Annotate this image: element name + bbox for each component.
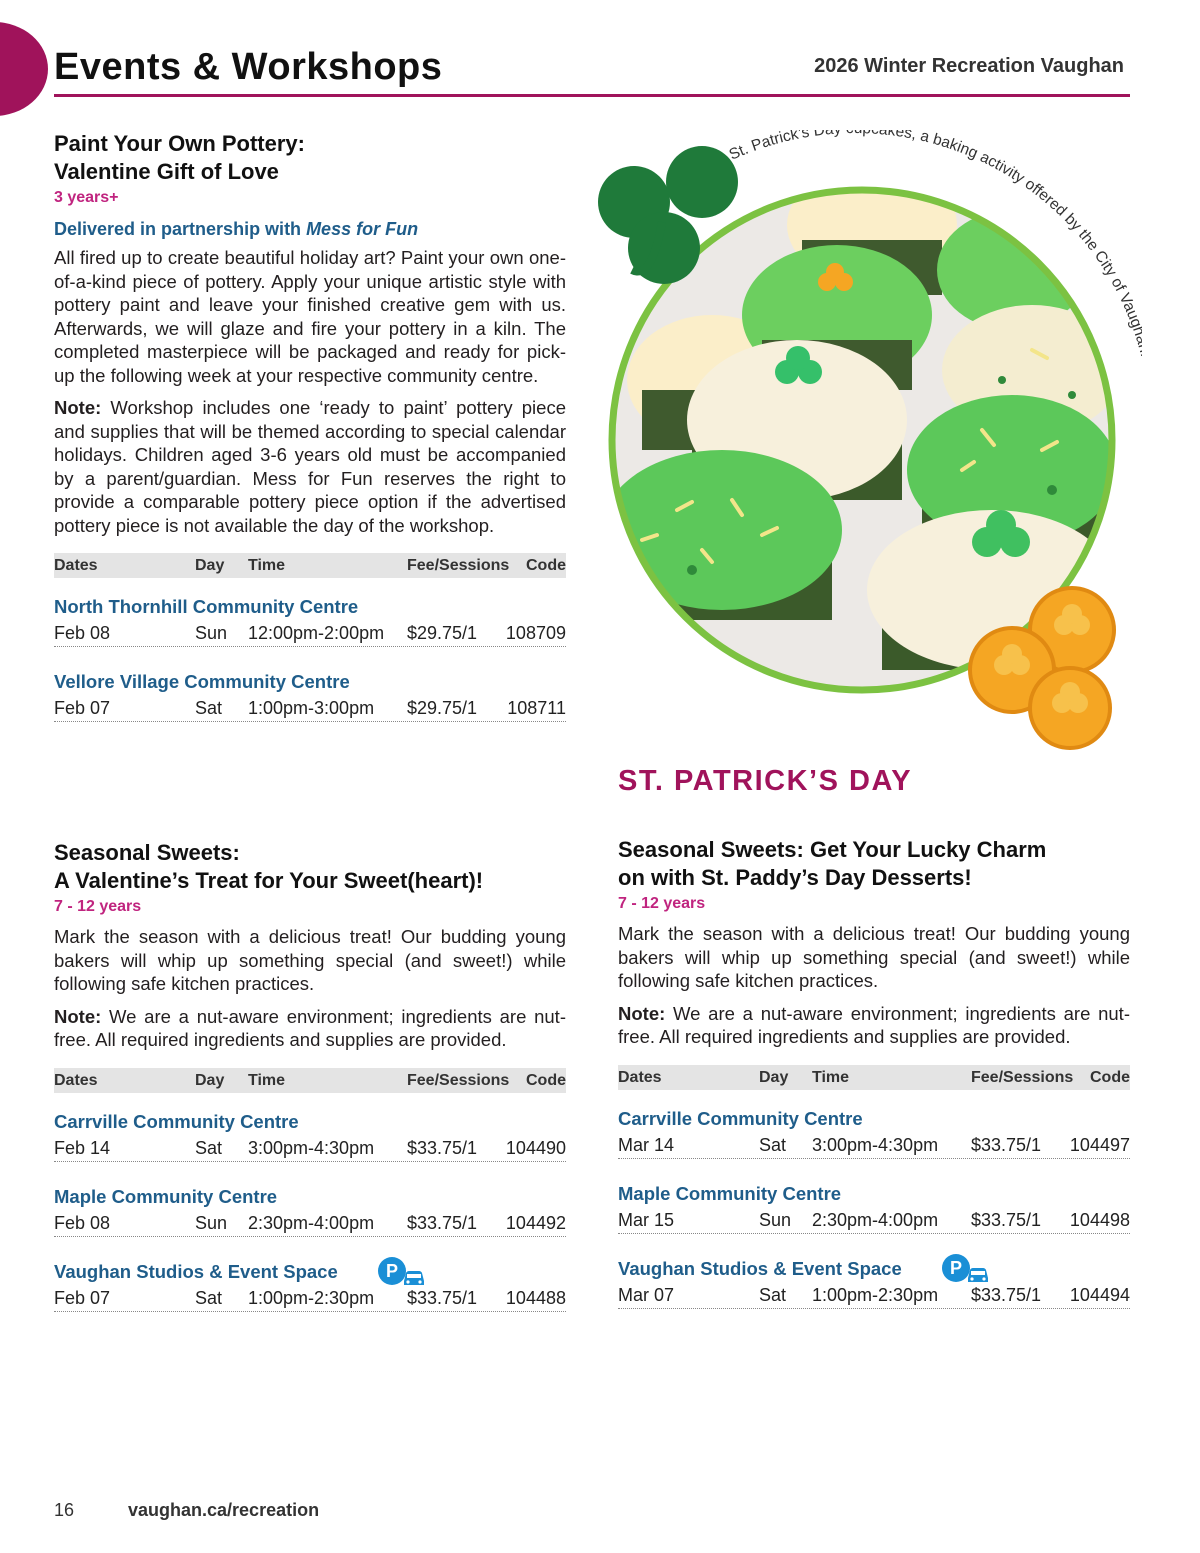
note-text: Workshop includes one ‘ready to paint’ pottery piece and supplies that will be themed according to special calendar holidays. Children aged 3-6 years old must be accompanied by a parent/guardian. Mess for Fun reserves the right to provide a comparable pottery piece option if the advertised pottery piece is not available the day of the workshop. xyxy=(54,397,566,536)
event-description: Mark the season with a delicious treat! Our budding young bakers will whip up something special (and sweet!) while following safe kitchen practices. xyxy=(54,926,566,994)
schedule-row xyxy=(54,620,566,647)
note-text: We are a nut-aware environment; ingredients are nut-free. All required ingredients and supplies are provided. xyxy=(618,1002,1130,1047)
event-title-line1: Seasonal Sweets: Get Your Lucky Charm xyxy=(618,837,1047,862)
parking-letter: P xyxy=(385,1260,399,1281)
row-date: Mar 15 xyxy=(618,1209,675,1230)
row-fee: $33.75/1 xyxy=(407,1137,478,1158)
event-title-line2: on with St. Paddy’s Day Desserts! xyxy=(618,865,972,890)
row-date: Feb 08 xyxy=(54,623,111,643)
header-dates: Dates xyxy=(54,557,98,574)
row-time: 2:30pm-4:00pm xyxy=(248,1212,375,1233)
photo-caption-text: St. Patrick’s D kes, a baking activity offered by the City of Vau xyxy=(726,130,1142,322)
schedule-table-header xyxy=(54,1068,566,1093)
row-date: Mar 07 xyxy=(618,1284,675,1305)
publication-title: 2026 Winter Recreation Vaughan xyxy=(814,55,1124,77)
venue-name: Vellore Village Community Centre xyxy=(54,671,350,692)
parking-letter: P xyxy=(949,1257,963,1278)
st-patricks-event xyxy=(618,836,1130,1309)
row-date: Feb 08 xyxy=(54,1212,111,1233)
row-day: Sat xyxy=(195,1287,223,1308)
row-day: Sun xyxy=(195,1212,228,1233)
partner-name: Mess for Fun xyxy=(306,219,419,239)
row-date: Feb 14 xyxy=(54,1137,111,1158)
event-note xyxy=(54,1005,566,1052)
header-day: Day xyxy=(759,1068,789,1086)
row-code: 104492 xyxy=(505,1212,566,1233)
schedule-row xyxy=(54,1135,566,1162)
row-time: 3:00pm-4:30pm xyxy=(248,1137,375,1158)
schedule-row xyxy=(54,1285,566,1312)
note-text: We are a nut-aware environment; ingredients are nut-free. All required ingredients and supplies are provided. xyxy=(54,1005,566,1050)
row-code: 104494 xyxy=(1069,1284,1130,1305)
note-label: Note: xyxy=(54,397,102,418)
header-time: Time xyxy=(248,1071,286,1089)
partner-prefix: Delivered in partnership with xyxy=(54,219,307,239)
header-fee: Fee/Sessions xyxy=(971,1068,1074,1086)
schedule-row xyxy=(618,1207,1130,1234)
row-time: 1:00pm-2:30pm xyxy=(248,1287,375,1308)
row-day: Sat xyxy=(195,698,223,718)
row-fee: $33.75/1 xyxy=(407,1287,478,1308)
row-day: Sat xyxy=(759,1134,787,1155)
row-day: Sat xyxy=(195,1137,223,1158)
schedule-row xyxy=(54,1210,566,1237)
row-fee: $29.75/1 xyxy=(407,623,478,643)
header-divider xyxy=(54,94,1130,97)
header-day: Day xyxy=(195,557,225,574)
header-code: Code xyxy=(526,1071,566,1089)
section-heading: ST. PATRICK’S DAY xyxy=(618,765,913,797)
age-range: 7 - 12 years xyxy=(54,898,142,915)
cupcakes-illustration xyxy=(582,130,1142,760)
venue-name xyxy=(618,1258,1130,1282)
partner-note xyxy=(54,219,566,240)
row-fee: $33.75/1 xyxy=(971,1134,1042,1155)
note-label: Note: xyxy=(54,1005,102,1027)
row-time: 3:00pm-4:30pm xyxy=(812,1134,939,1155)
row-fee: $33.75/1 xyxy=(971,1209,1042,1230)
section-tab-marker xyxy=(0,22,48,116)
event-title xyxy=(618,836,1130,892)
venue-name: Maple Community Centre xyxy=(54,1185,278,1207)
row-date: Feb 07 xyxy=(54,1287,111,1308)
venue-name: Maple Community Centre xyxy=(618,1182,842,1204)
row-fee: $33.75/1 xyxy=(971,1284,1042,1305)
event-description: Mark the season with a delicious treat! Our budding young bakers will whip up something special (and sweet!) while following safe kitchen practices. xyxy=(618,923,1130,991)
header-day: Day xyxy=(195,1071,225,1089)
event-note xyxy=(618,1002,1130,1049)
schedule-row xyxy=(618,1282,1130,1309)
event-title-line1: Seasonal Sweets: xyxy=(54,840,240,865)
row-time: 12:00pm-2:00pm xyxy=(248,623,385,643)
header-dates: Dates xyxy=(54,1071,98,1089)
header-dates: Dates xyxy=(618,1068,662,1086)
venue-name-text: Vaughan Studios & Event Space xyxy=(618,1257,902,1279)
row-code: 104488 xyxy=(505,1287,566,1308)
parking-icon xyxy=(378,1255,426,1287)
row-day: Sun xyxy=(759,1209,792,1230)
schedule-row xyxy=(618,1132,1130,1159)
header-fee: Fee/Sessions xyxy=(407,557,510,574)
pottery-event xyxy=(54,130,566,722)
age-range: 7 - 12 years xyxy=(618,895,706,912)
event-title-line1: Paint Your Own Pottery: xyxy=(54,131,305,156)
row-time: 1:00pm-2:30pm xyxy=(812,1284,939,1305)
page-number: 16 xyxy=(54,1500,75,1520)
event-description: All fired up to create beautiful holiday art? Paint your own one-of-a-kind piece of pottery. Apply your unique artistic style with pottery paint and leave your finished creative gem with us. Afterwards, we will glaze and fire your pottery in a kiln. The completed masterpiece will be packaged and ready for pick-up the following week at your respective community centre. xyxy=(54,247,566,386)
cupcakes-photo-group xyxy=(582,130,1142,760)
row-code: 108711 xyxy=(507,698,566,718)
row-code: 108709 xyxy=(505,623,566,643)
row-code: 104498 xyxy=(1069,1209,1130,1230)
row-fee: $33.75/1 xyxy=(407,1212,478,1233)
age-range: 3 years+ xyxy=(54,189,119,206)
venue-name: North Thornhill Community Centre xyxy=(54,596,359,617)
header-code: Code xyxy=(1090,1068,1130,1086)
row-fee: $29.75/1 xyxy=(407,698,478,718)
event-note xyxy=(54,396,566,537)
venue-name: Carrville Community Centre xyxy=(54,1110,299,1132)
page-title: Events & Workshops xyxy=(54,46,443,88)
header-code: Code xyxy=(526,557,566,574)
row-time: 2:30pm-4:00pm xyxy=(812,1209,939,1230)
note-label: Note: xyxy=(618,1002,666,1024)
event-title-line2: A Valentine’s Treat for Your Sweet(heart)! xyxy=(54,868,484,893)
schedule-table-header xyxy=(618,1065,1130,1090)
schedule-row xyxy=(54,695,566,722)
row-code: 104490 xyxy=(505,1137,566,1158)
parking-icon xyxy=(942,1252,990,1284)
header-time: Time xyxy=(248,557,286,574)
header-time: Time xyxy=(812,1068,850,1086)
row-code: 104497 xyxy=(1069,1134,1130,1155)
row-time: 1:00pm-3:00pm xyxy=(248,698,375,718)
event-title-line2: Valentine Gift of Love xyxy=(54,159,279,184)
event-title xyxy=(54,130,566,186)
event-title xyxy=(54,839,566,895)
valentine-event xyxy=(54,839,566,1312)
row-day: Sat xyxy=(759,1284,787,1305)
venue-name-text: Vaughan Studios & Event Space xyxy=(54,1260,338,1282)
venue-name xyxy=(54,1261,566,1285)
website-link[interactable]: vaughan.ca/recreation xyxy=(128,1500,320,1520)
row-day: Sun xyxy=(195,623,228,643)
row-date: Mar 14 xyxy=(618,1134,675,1155)
schedule-table-header xyxy=(54,553,566,578)
venue-name: Carrville Community Centre xyxy=(618,1107,863,1129)
row-date: Feb 07 xyxy=(54,698,111,718)
header-fee: Fee/Sessions xyxy=(407,1071,510,1089)
